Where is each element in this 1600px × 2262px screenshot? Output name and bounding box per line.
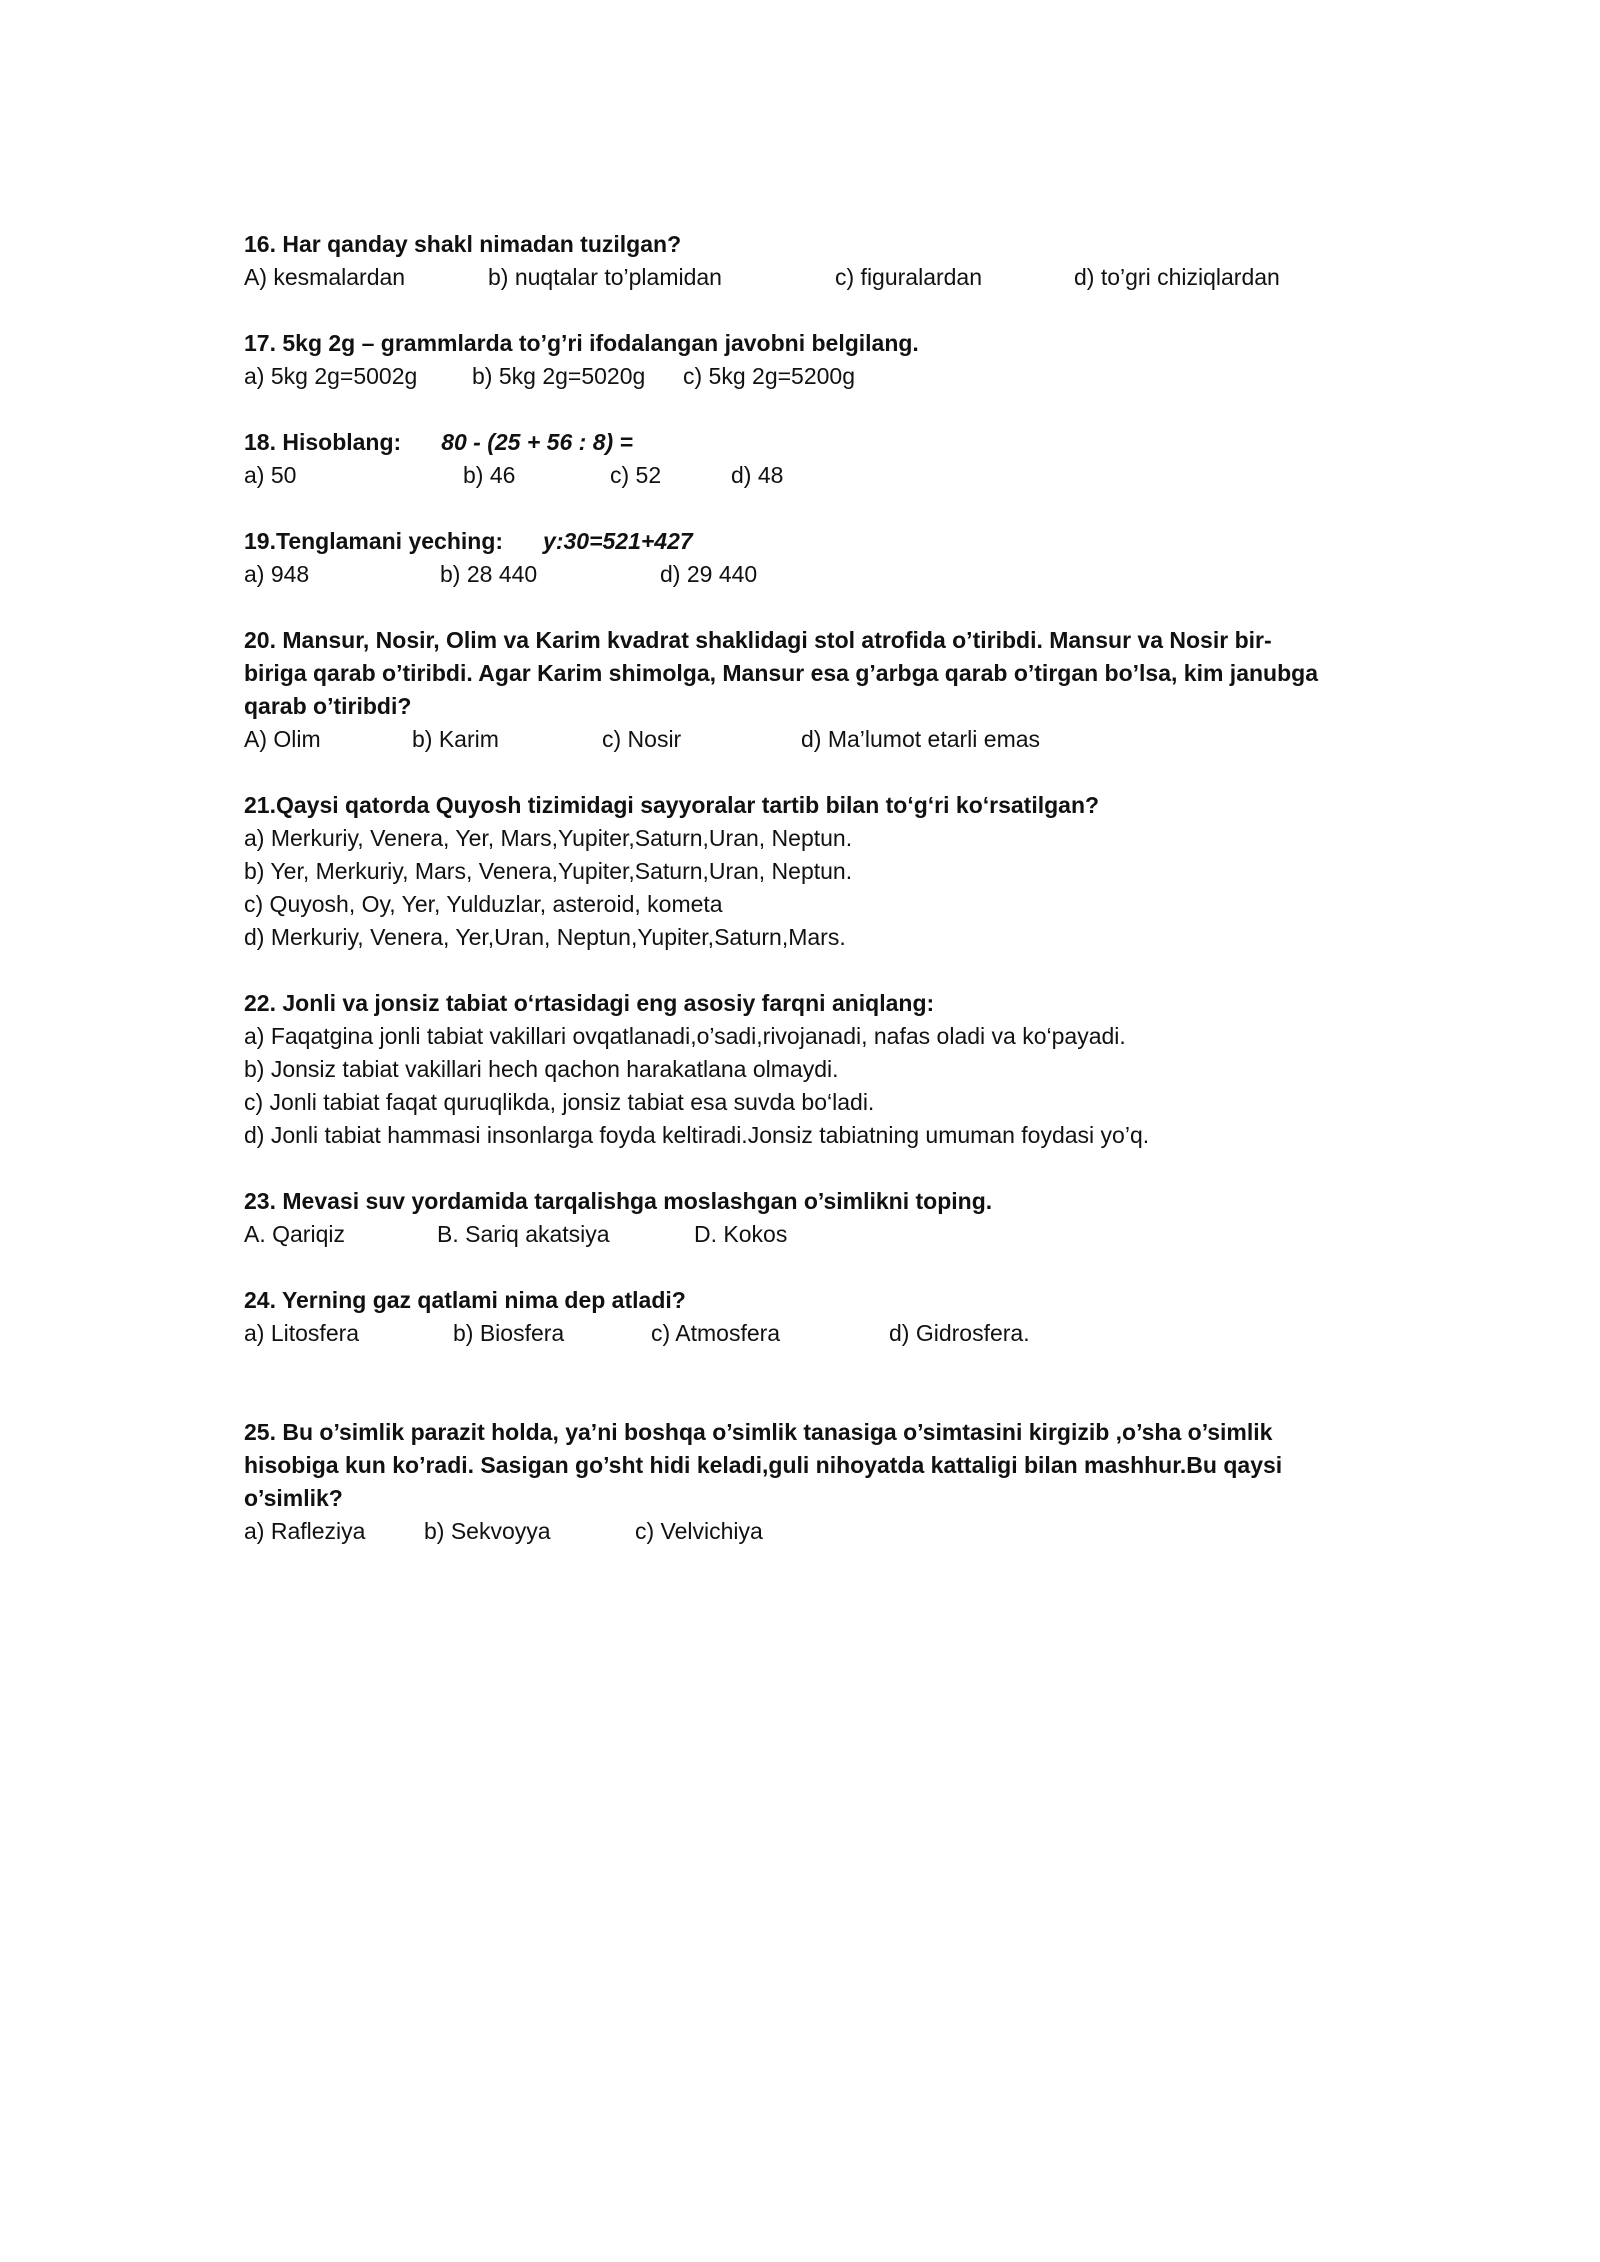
option-c[interactable]: c) 52 bbox=[610, 462, 662, 488]
question-18-options bbox=[244, 459, 1374, 492]
question-21-title: 21.Qaysi qatorda Quyosh tizimidagi sayyoralar tartib bilan to‘g‘ri ko‘rsatilgan? bbox=[244, 792, 1100, 818]
question-25 bbox=[244, 1416, 1374, 1548]
option-d[interactable]: d) to’gri chiziqlardan bbox=[1074, 264, 1280, 290]
question-20-options bbox=[244, 723, 1374, 756]
option-b[interactable]: b) 5kg 2g=5020g bbox=[472, 363, 646, 389]
option-b[interactable]: b) Karim bbox=[412, 726, 499, 752]
option-b[interactable]: b) 28 440 bbox=[440, 561, 538, 587]
option-c[interactable]: c) Velvichiya bbox=[635, 1518, 763, 1544]
option-a[interactable]: a) Merkuriy, Venera, Yer, Mars,Yupiter,Saturn,Uran, Neptun. bbox=[244, 825, 853, 851]
option-c[interactable]: c) Jonli tabiat faqat quruqlikda, jonsiz tabiat esa suvda bo‘ladi. bbox=[244, 1089, 875, 1115]
option-b[interactable]: b) Sekvoyya bbox=[424, 1518, 551, 1544]
option-b[interactable]: b) Biosfera bbox=[453, 1320, 565, 1346]
option-d[interactable]: D. Kokos bbox=[694, 1221, 788, 1247]
question-21 bbox=[244, 789, 1374, 954]
question-16 bbox=[244, 228, 1374, 294]
question-25-title-line: o’simlik? bbox=[244, 1485, 343, 1511]
option-c[interactable]: c) figuralardan bbox=[835, 264, 983, 290]
question-18-title bbox=[244, 426, 1374, 459]
question-22 bbox=[244, 987, 1374, 1152]
question-17 bbox=[244, 327, 1374, 393]
question-25-title-line: hisobiga kun ko’radi. Sasigan go’sht hidi keladi,guli nihoyatda kattaligi bilan mashhur.Bu qaysi bbox=[244, 1452, 1283, 1478]
option-a[interactable]: a) Rafleziya bbox=[244, 1518, 366, 1544]
worksheet-page bbox=[244, 228, 1374, 1581]
option-b[interactable]: B. Sariq akatsiya bbox=[437, 1221, 610, 1247]
option-d[interactable]: d) Jonli tabiat hammasi insonlarga foyda keltiradi.Jonsiz tabiatning umuman foydasi yo’q. bbox=[244, 1122, 1150, 1148]
question-23 bbox=[244, 1185, 1374, 1251]
option-b[interactable]: b) Jonsiz tabiat vakillari hech qachon harakatlana olmaydi. bbox=[244, 1056, 839, 1082]
question-24 bbox=[244, 1284, 1374, 1350]
question-19 bbox=[244, 525, 1374, 591]
option-d[interactable]: d) Gidrosfera. bbox=[889, 1320, 1030, 1346]
option-b[interactable]: b) 46 bbox=[463, 462, 516, 488]
question-17-options bbox=[244, 360, 1374, 393]
option-d[interactable]: d) Merkuriy, Venera, Yer,Uran, Neptun,Yupiter,Saturn,Mars. bbox=[244, 924, 846, 950]
question-18 bbox=[244, 426, 1374, 492]
option-a[interactable]: a) Faqatgina jonli tabiat vakillari ovqatlanadi,o’sadi,rivojanadi, nafas oladi va ko‘payadi. bbox=[244, 1023, 1126, 1049]
question-18-label: 18. Hisoblang: bbox=[244, 429, 402, 455]
question-20-title-line: 20. Mansur, Nosir, Olim va Karim kvadrat shaklidagi stol atrofida o’tiribdi. Mansur va Nosir bir- bbox=[244, 627, 1272, 653]
option-c[interactable]: c) Atmosfera bbox=[651, 1320, 781, 1346]
question-20 bbox=[244, 624, 1374, 756]
question-19-title bbox=[244, 525, 1374, 558]
option-b[interactable]: b) nuqtalar to’plamidan bbox=[488, 264, 722, 290]
question-22-title: 22. Jonli va jonsiz tabiat o‘rtasidagi eng asosiy farqni aniqlang: bbox=[244, 990, 935, 1016]
question-19-expression: y:30=521+427 bbox=[543, 528, 693, 554]
question-25-title-line: 25. Bu o’simlik parazit holda, ya’ni boshqa o’simlik tanasiga o’simtasini kirgizib ,o’sha o’simlik bbox=[244, 1419, 1273, 1445]
option-a[interactable]: a) 50 bbox=[244, 462, 297, 488]
question-23-title: 23. Mevasi suv yordamida tarqalishga moslashgan o’simlikni toping. bbox=[244, 1188, 993, 1214]
option-a[interactable]: a) 948 bbox=[244, 561, 310, 587]
question-20-title-line: qarab o’tiribdi? bbox=[244, 693, 412, 719]
option-b[interactable]: b) Yer, Merkuriy, Mars, Venera,Yupiter,Saturn,Uran, Neptun. bbox=[244, 858, 853, 884]
question-16-title: 16. Har qanday shakl nimadan tuzilgan? bbox=[244, 231, 682, 257]
option-a[interactable]: A) Olim bbox=[244, 726, 321, 752]
question-25-options bbox=[244, 1515, 1374, 1548]
option-a[interactable]: A) kesmalardan bbox=[244, 264, 406, 290]
option-a[interactable]: a) 5kg 2g=5002g bbox=[244, 363, 418, 389]
option-d[interactable]: d) Ma’lumot etarli emas bbox=[801, 726, 1041, 752]
question-18-expression: 80 - (25 + 56 : 8) = bbox=[441, 429, 633, 455]
option-c[interactable]: c) Quyosh, Oy, Yer, Yulduzlar, asteroid, kometa bbox=[244, 891, 723, 917]
question-23-options bbox=[244, 1218, 1374, 1251]
question-16-options bbox=[244, 261, 1374, 294]
question-19-label: 19.Tenglamani yeching: bbox=[244, 528, 504, 554]
option-a[interactable]: A. Qariqiz bbox=[244, 1221, 345, 1247]
question-20-title-line: biriga qarab o’tiribdi. Agar Karim shimolga, Mansur esa g’arbga qarab o’tirgan bo’lsa, kim janubga bbox=[244, 660, 1318, 686]
option-a[interactable]: a) Litosfera bbox=[244, 1320, 360, 1346]
option-d[interactable]: d) 29 440 bbox=[660, 561, 758, 587]
question-24-options bbox=[244, 1317, 1374, 1350]
option-c[interactable]: c) Nosir bbox=[602, 726, 682, 752]
question-17-title: 17. 5kg 2g – grammlarda to’g’ri ifodalangan javobni belgilang. bbox=[244, 330, 919, 356]
option-c[interactable]: c) 5kg 2g=5200g bbox=[683, 363, 855, 389]
option-d[interactable]: d) 48 bbox=[731, 462, 784, 488]
question-19-options bbox=[244, 558, 1374, 591]
question-24-title: 24. Yerning gaz qatlami nima dep atladi? bbox=[244, 1287, 686, 1313]
